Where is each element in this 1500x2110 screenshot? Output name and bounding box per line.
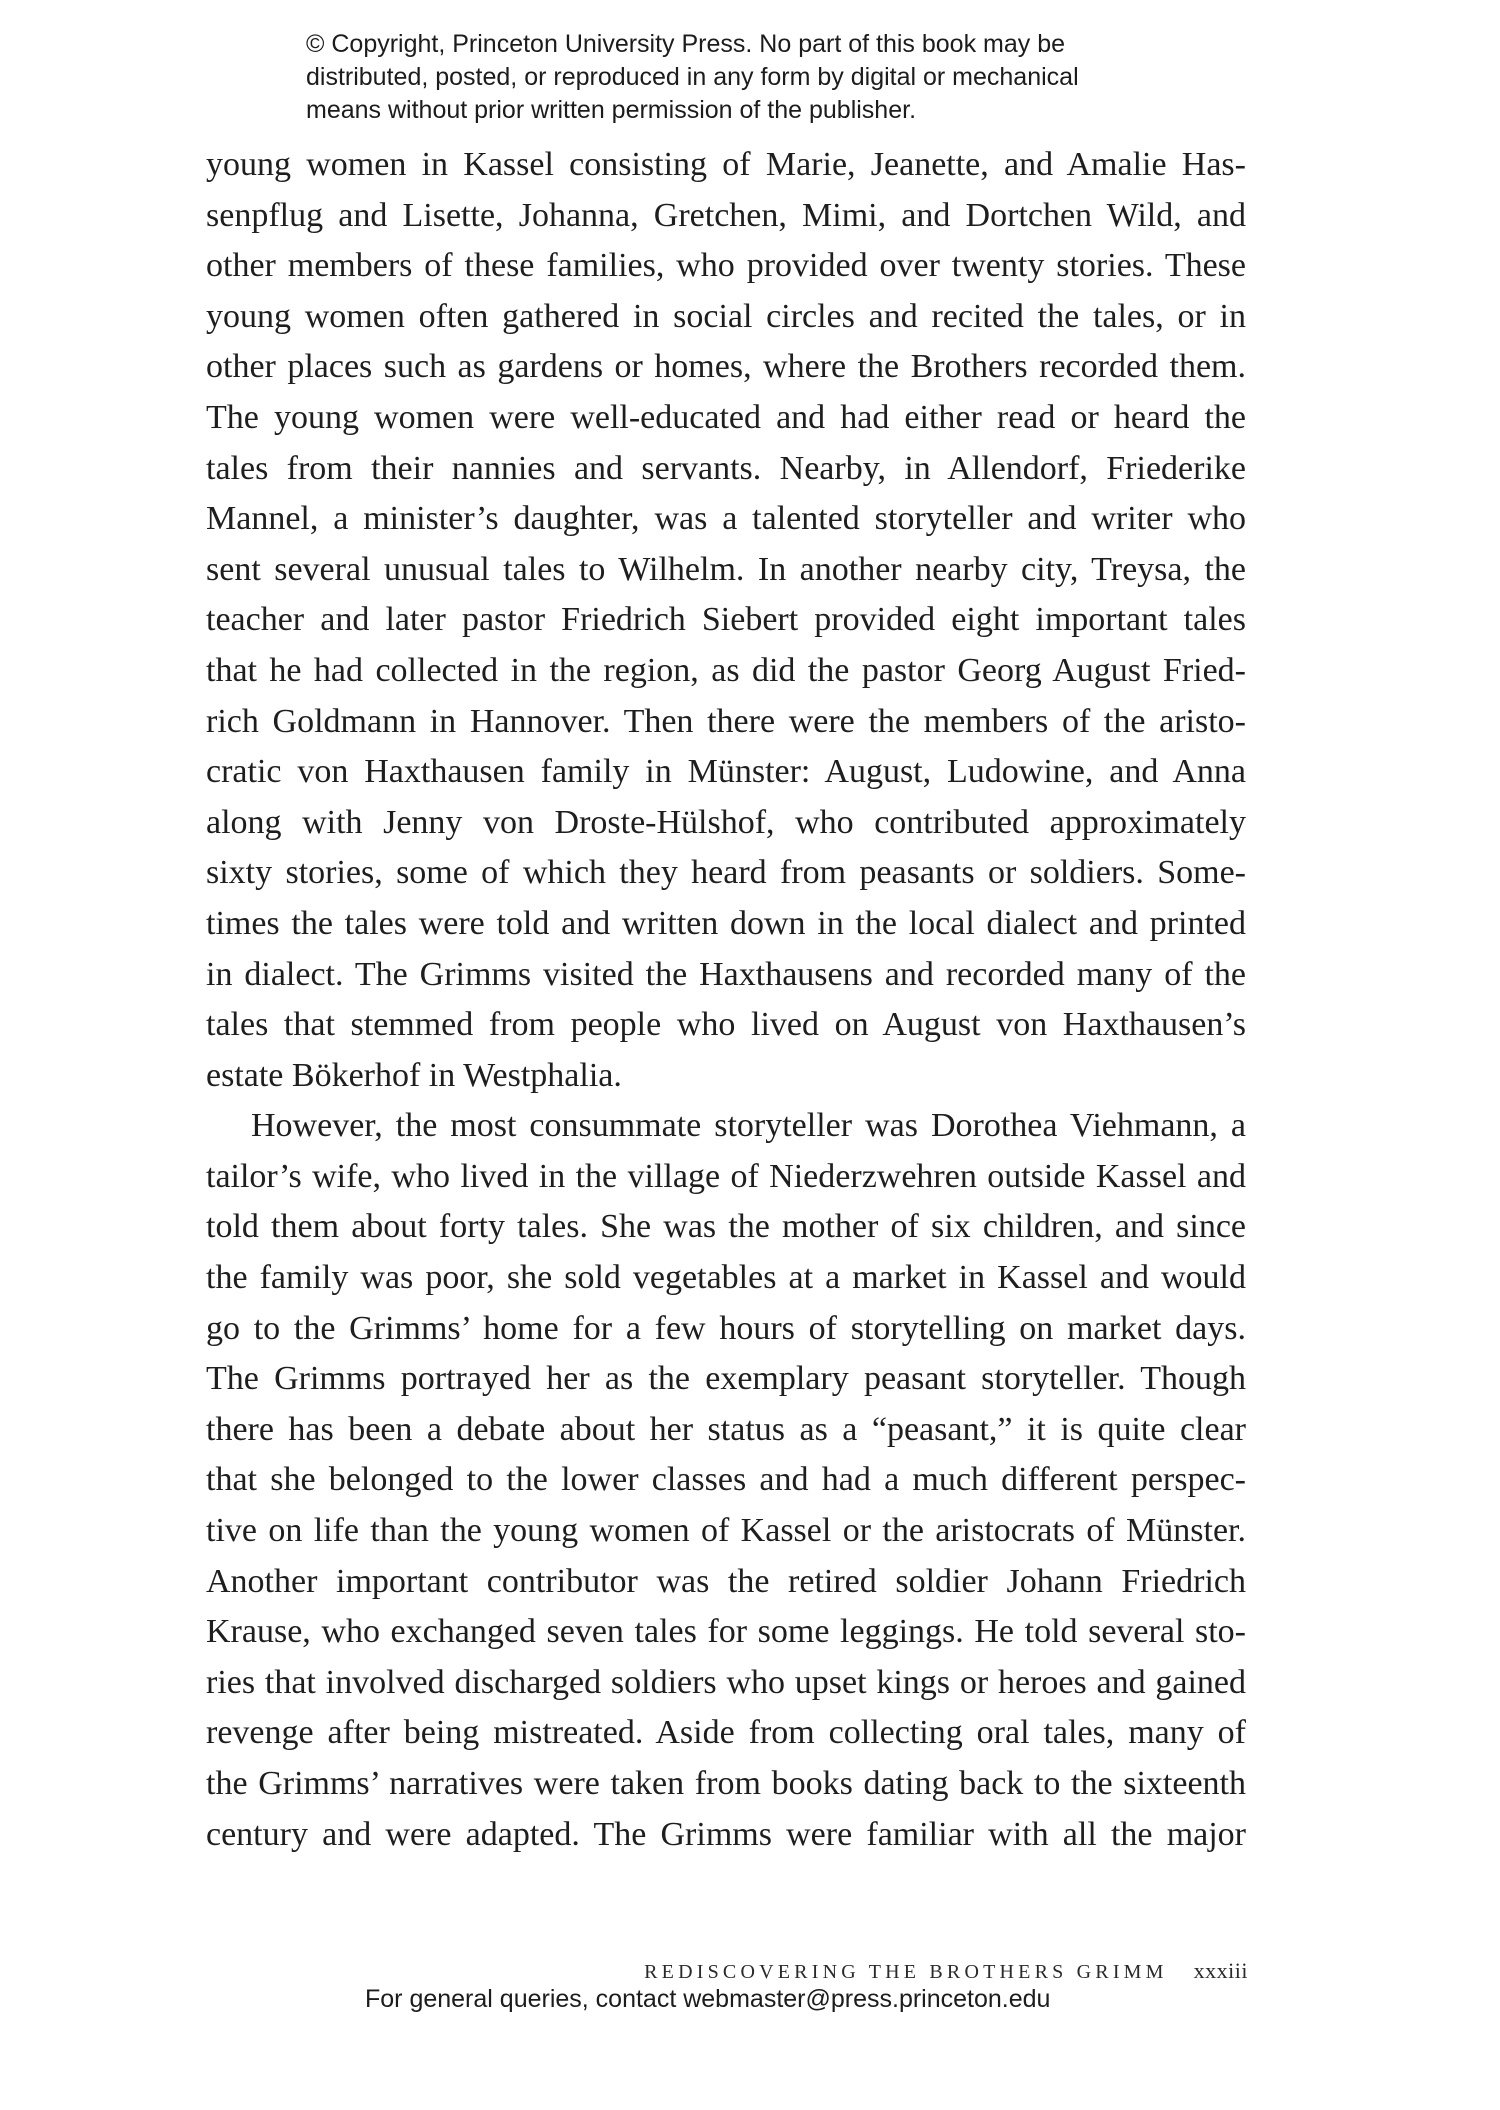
text-line: revenge after being mistreated. Aside from collecting oral tales, many of xyxy=(206,1714,1246,1752)
text-line: young women often gathered in social circles and recited the tales, or in xyxy=(206,297,1246,335)
text-line: other places such as gardens or homes, where the Brothers recorded them. xyxy=(206,348,1246,386)
text-line: tales that stemmed from people who lived on August von Haxthausen’s xyxy=(206,1006,1246,1044)
running-footer xyxy=(578,1958,1248,1984)
copyright-line: means without prior written permission of the publisher. xyxy=(306,96,917,124)
text-line: Another important contributor was the retired soldier Johann Friedrich xyxy=(206,1562,1246,1600)
text-line: tive on life than the young women of Kassel or the aristocrats of Münster. xyxy=(206,1512,1246,1550)
text-line: cratic von Haxthausen family in Münster: August, Ludowine, and Anna xyxy=(206,753,1246,791)
text-line: The Grimms portrayed her as the exemplary peasant storyteller. Though xyxy=(206,1360,1246,1398)
text-line: that she belonged to the lower classes and had a much different perspec- xyxy=(206,1461,1246,1499)
text-line: that he had collected in the region, as did the pastor Georg August Fried- xyxy=(206,651,1246,689)
text-line: sixty stories, some of which they heard from peasants or soldiers. Some- xyxy=(206,854,1246,892)
body-text xyxy=(206,140,1246,1860)
text-line: However, the most consummate storyteller was Dorothea Viehmann, a xyxy=(251,1107,1246,1145)
contact-notice: For general queries, contact webmaster@press.princeton.edu xyxy=(365,1985,1051,2013)
text-line: ries that involved discharged soldiers who upset kings or heroes and gained xyxy=(206,1663,1246,1701)
text-line: tailor’s wife, who lived in the village of Niederzwehren outside Kassel and xyxy=(206,1157,1246,1195)
text-line: times the tales were told and written down in the local dialect and printed xyxy=(206,904,1246,942)
text-line: told them about forty tales. She was the mother of six children, and since xyxy=(206,1208,1246,1246)
text-line: go to the Grimms’ home for a few hours of storytelling on market days. xyxy=(206,1309,1246,1347)
text-line: century and were adapted. The Grimms were familiar with all the major xyxy=(206,1815,1246,1853)
page-number: xxxiii xyxy=(1193,1958,1248,1983)
text-line: Mannel, a minister’s daughter, was a talented storyteller and writer who xyxy=(206,500,1246,538)
running-title: REDISCOVERING THE BROTHERS GRIMM xyxy=(644,1961,1168,1983)
text-line: there has been a debate about her status as a “peasant,” it is quite clear xyxy=(206,1410,1246,1448)
text-line: The young women were well-educated and had either read or heard the xyxy=(206,398,1246,436)
text-line: the Grimms’ narratives were taken from books dating back to the sixteenth xyxy=(206,1765,1246,1802)
text-line: other members of these families, who provided over twenty stories. These xyxy=(206,247,1246,285)
copyright-line: © Copyright, Princeton University Press. No part of this book may be xyxy=(306,30,1066,58)
text-line: Krause, who exchanged seven tales for some leggings. He told several sto- xyxy=(206,1613,1246,1651)
paragraph-1 xyxy=(206,140,1246,1101)
text-line: along with Jenny von Droste-Hülshof, who contributed approximately xyxy=(206,803,1246,841)
paragraph-2 xyxy=(206,1101,1246,1860)
text-line: the family was poor, she sold vegetables at a market in Kassel and would xyxy=(206,1259,1246,1297)
text-line: senpflug and Lisette, Johanna, Gretchen, Mimi, and Dortchen Wild, and xyxy=(206,196,1246,234)
text-line: young women in Kassel consisting of Marie, Jeanette, and Amalie Has- xyxy=(206,146,1246,183)
text-line: rich Goldmann in Hannover. Then there were the members of the aristo- xyxy=(206,702,1246,740)
text-line: teacher and later pastor Friedrich Siebert provided eight important tales xyxy=(206,601,1246,639)
text-line: sent several unusual tales to Wilhelm. In another nearby city, Treysa, the xyxy=(206,550,1246,588)
text-line: in dialect. The Grimms visited the Haxthausens and recorded many of the xyxy=(206,955,1246,993)
copyright-notice xyxy=(306,28,1246,127)
text-line: tales from their nannies and servants. Nearby, in Allendorf, Friederike xyxy=(206,449,1246,487)
text-line: estate Bökerhof in Westphalia. xyxy=(206,1056,622,1094)
copyright-line: distributed, posted, or reproduced in any form by digital or mechanical xyxy=(306,63,1079,91)
